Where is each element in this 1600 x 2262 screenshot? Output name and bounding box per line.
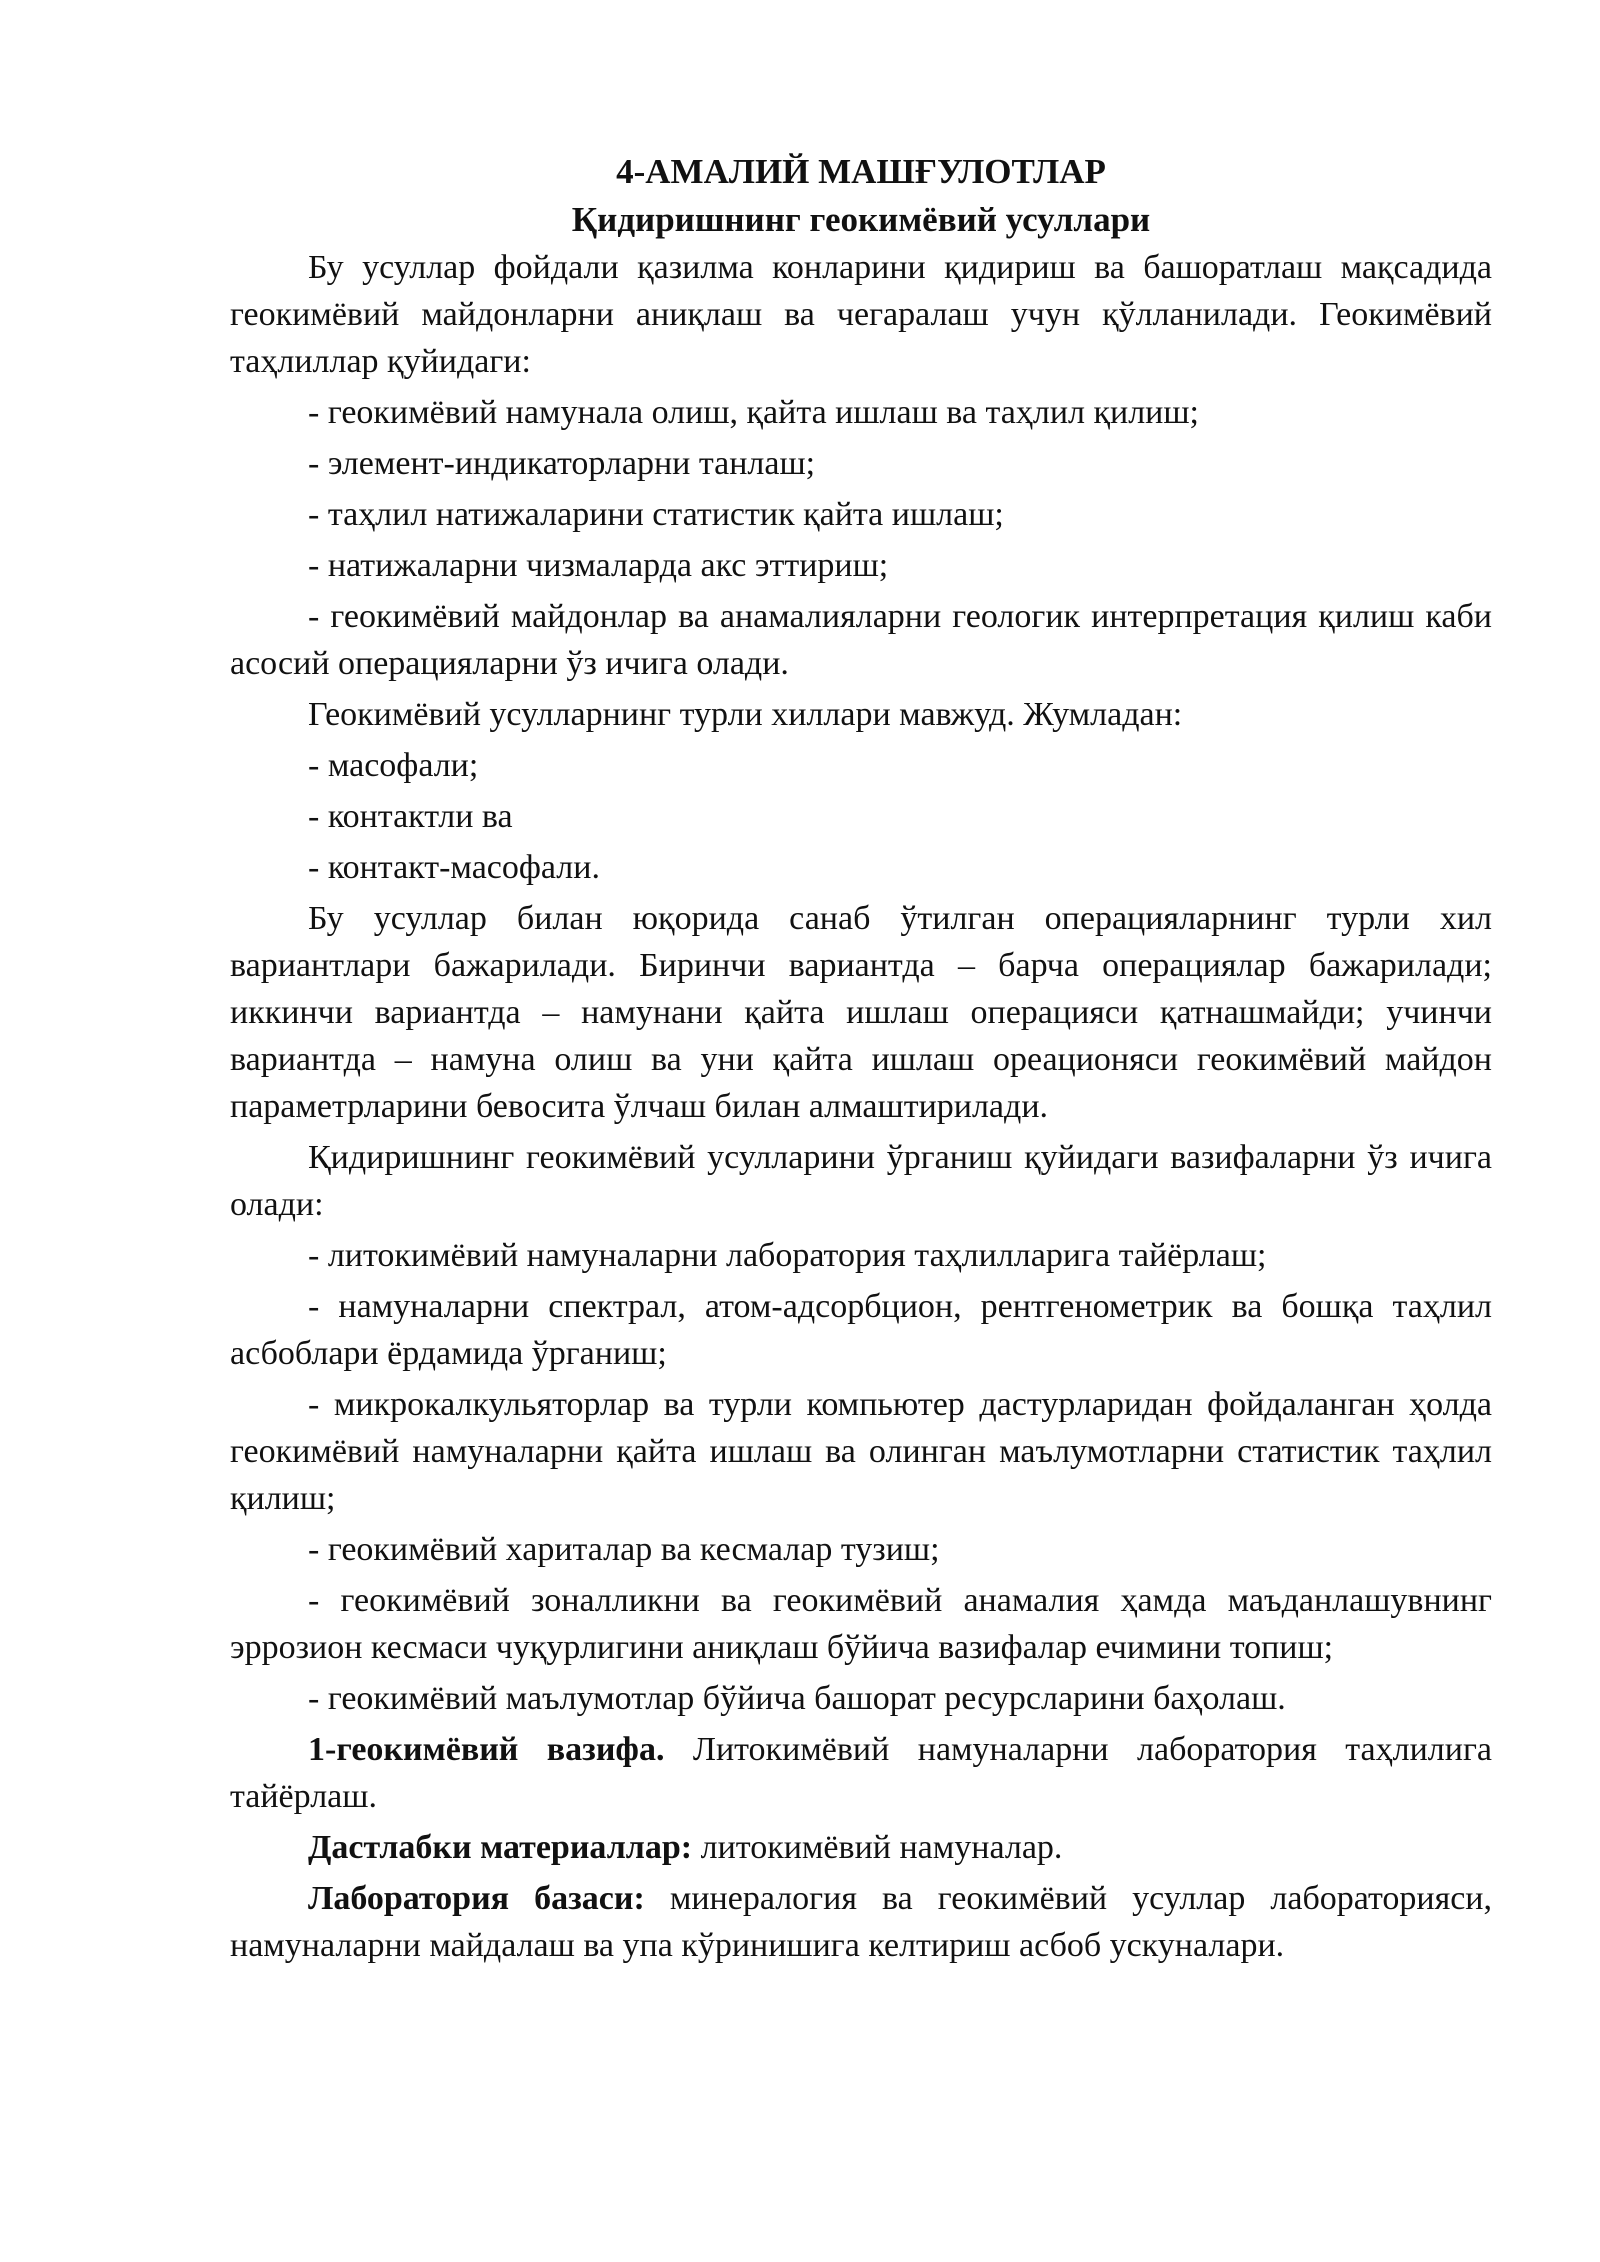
list-item: - геокимёвий маълумотлар бўйича башорат ресурсларини баҳолаш. [308, 1680, 1286, 1717]
materials-text: литокимёвий намуналар. [692, 1829, 1063, 1866]
types-intro-paragraph: Геокимёвий усулларнинг турли хиллари мавжуд. Жумладан: [308, 696, 1183, 733]
document-subtitle: Қидиришнинг геокимёвий усуллари [571, 200, 1151, 239]
variants-paragraph: Бу усуллар билан юқорида санаб ўтилган операцияларнинг турли хил вариантлари бажарилади. Биринчи вариантда – барча операциялар бажарилади; иккинчи вариантда – намунани қайта ишлаш операцияси қатнашмайди; учинчи вариантда – намуна олиш ва уни қайта ишлаш ореационяси геокимёвий майдон параметрларини бевосита ўлчаш билан алмаштирилади. [230, 900, 1492, 1125]
document-title: 4-АМАЛИЙ МАШҒУЛОТЛАР [616, 152, 1106, 191]
list-item: - контакт-масофали. [308, 849, 600, 886]
list-item: - микрокалкульяторлар ва турли компьютер дастурларидан фойдаланган ҳолда геокимёвий намуналарни қайта ишлаш ва олинган маълумотларни статистик таҳлил қилиш; [230, 1386, 1492, 1517]
list-item: - намуналарни спектрал, атом-адсорбцион, рентгенометрик ва бошқа таҳлил асбоблари ёрдамида ўрганиш; [230, 1288, 1492, 1372]
list-item: - геокимёвий намунала олиш, қайта ишлаш ва таҳлил қилиш; [308, 394, 1199, 431]
list-item: - масофали; [308, 747, 479, 784]
list-item: - элемент-индикаторларни танлаш; [308, 445, 816, 482]
lab-label: Лаборатория базаси: [308, 1880, 645, 1917]
lab-paragraph [230, 1875, 1492, 1969]
materials-paragraph [230, 1824, 1492, 1871]
tasks-intro-paragraph: Қидиришнинг геокимёвий усулларини ўрганиш қуйидаги вазифаларни ўз ичига олади: [230, 1139, 1492, 1223]
task1-text: Литокимёвий намуналарни лаборатория таҳлилига тайёрлаш. [230, 1731, 1492, 1815]
lab-text: минералогия ва геокимёвий усуллар лабораторияси, намуналарни майдалаш ва упа кўринишига келтириш асбоб ускуналари. [230, 1880, 1492, 1964]
document-page [230, 148, 1492, 1969]
list-item: - натижаларни чизмаларда акс эттириш; [308, 547, 889, 584]
list-item: - геокимёвий зоналликни ва геокимёвий анамалия ҳамда маъданлашувнинг эррозион кесмаси чуқурлигини аниқлаш бўйича вазифалар ечимини топиш; [230, 1582, 1492, 1666]
list-item: - контактли ва [308, 798, 513, 835]
task1-label: 1-геокимёвий вазифа. [308, 1731, 665, 1768]
materials-label: Дастлабки материаллар: [308, 1829, 693, 1866]
list-item: - геокимёвий хариталар ва кесмалар тузиш; [308, 1531, 940, 1568]
task1-paragraph [230, 1726, 1492, 1820]
list-item: - литокимёвий намуналарни лаборатория таҳлилларига тайёрлаш; [308, 1237, 1267, 1274]
intro-paragraph: Бу усуллар фойдали қазилма конларини қидириш ва башоратлаш мақсадида геокимёвий майдонларни аниқлаш ва чегаралаш учун қўлланилади. Геокимёвий таҳлиллар қуйидаги: [230, 249, 1492, 380]
list-item: - геокимёвий майдонлар ва анамалияларни геологик интерпретация қилиш каби асосий операцияларни ўз ичига олади. [230, 598, 1492, 682]
list-item: - таҳлил натижаларини статистик қайта ишлаш; [308, 496, 1004, 533]
